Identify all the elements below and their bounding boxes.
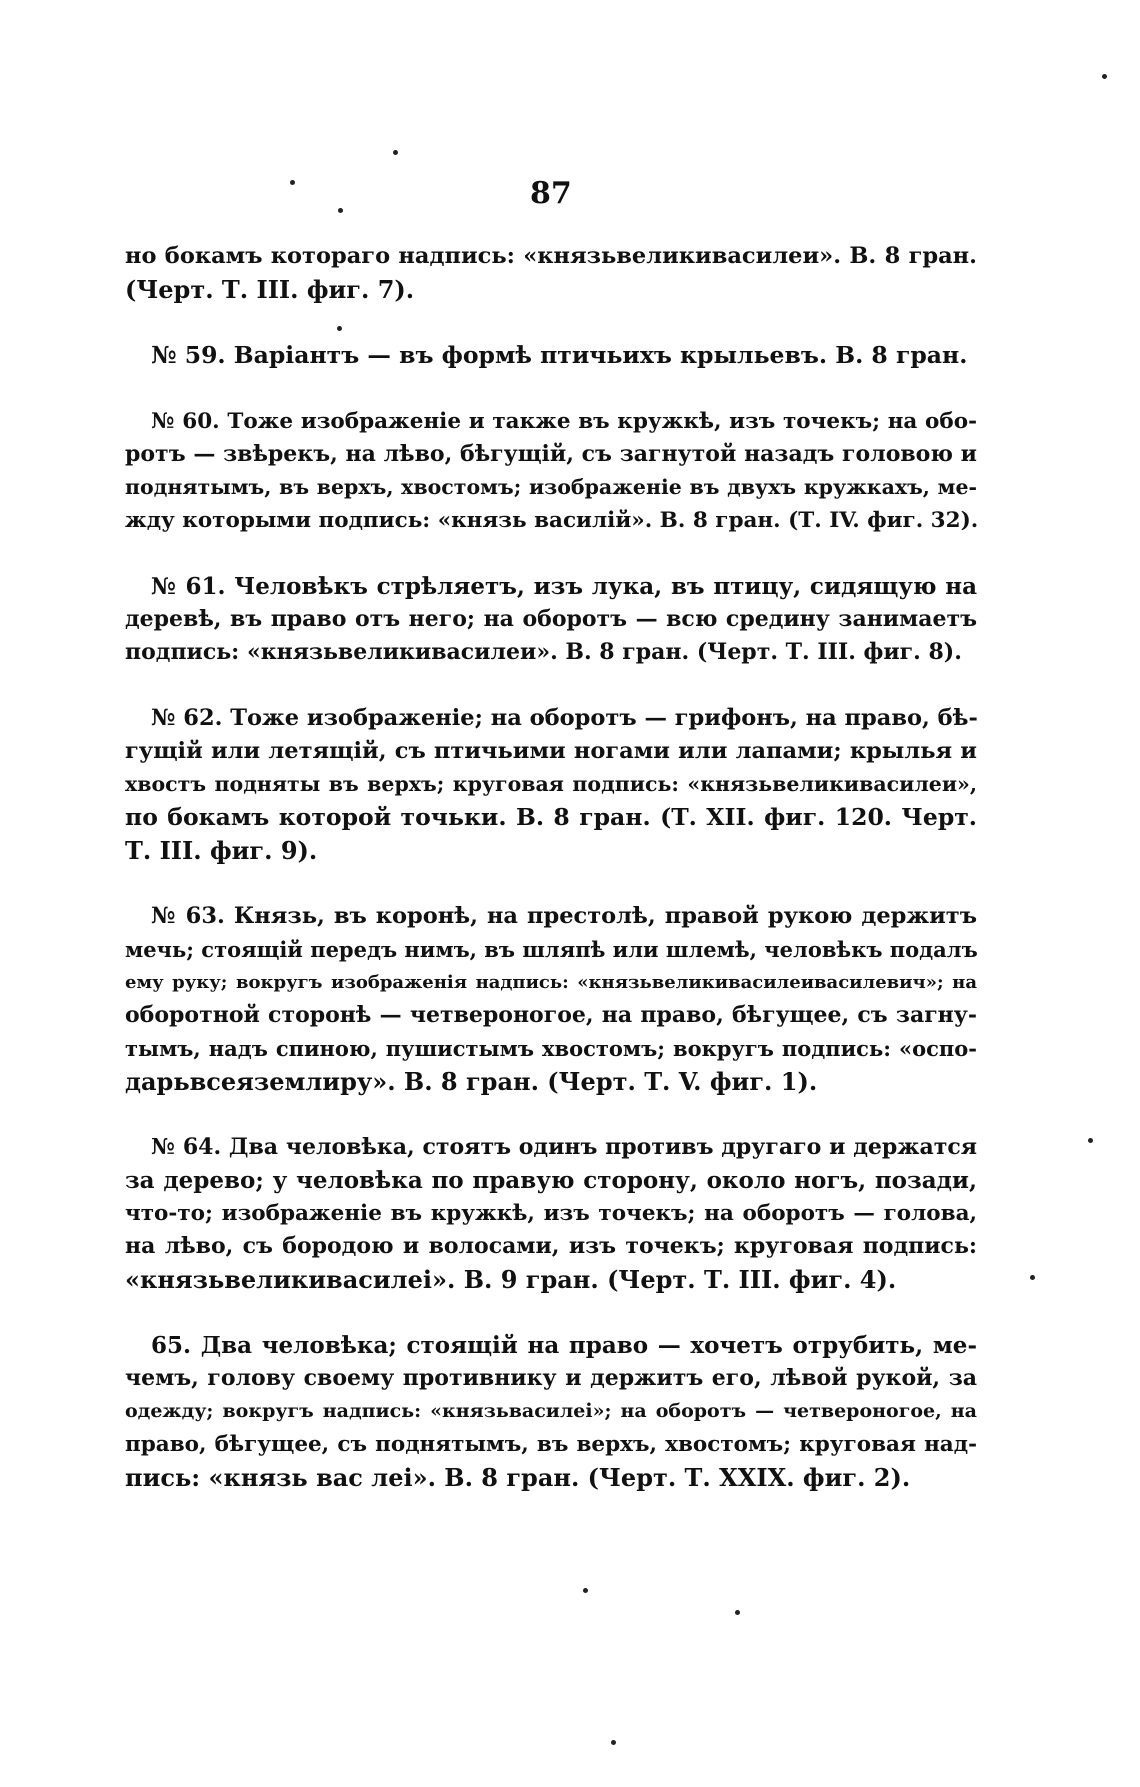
text-line: хвостъ подняты въ верхъ; круговая подпись: «князьвеликивасилеи», [125,772,977,796]
text-line: по бокамъ которой точьки. В. 8 гран. (Т. XII. фиг. 120. Черт. [125,803,977,831]
text-line: № 60. Тоже изображеніе и также въ кружкѣ, изъ точекъ; на обо- [151,409,977,434]
text-line: чемъ, голову своему противнику и держитъ его, лѣвой рукой, за [125,1365,977,1391]
paragraph-entry-63 [125,900,977,1098]
paragraph-entry-61 [125,570,977,669]
text-line: право, бѣгущее, съ поднятымъ, въ верхъ, хвостомъ; круговая над- [125,1432,977,1457]
ink-speck [1030,1275,1035,1280]
text-line: мечь; стоящій передъ нимъ, въ шляпѣ или шлемѣ, человѣкъ подалъ [125,937,978,962]
text-line: оборотной сторонѣ — четвероногое, на право, бѣгущее, съ загну- [125,1002,977,1028]
text-line: поднятымъ, въ верхъ, хвостомъ; изображеніе въ двухъ кружкахъ, ме- [125,475,977,499]
text-line: 65. Два человѣка; стоящій на право — хочетъ отрубить, ме- [151,1332,977,1359]
text-line: тымъ, надъ спиною, пушистымъ хвостомъ; вокругъ подпись: «оспо- [125,1036,977,1061]
paragraph-entry-62 [125,702,977,867]
text-line: дарьвсеяземлиру». В. 8 гран. (Черт. Т. V. фиг. 1). [125,1067,818,1096]
text-line: пись: «князь вас леі». В. 8 гран. (Черт. Т. XXIX. фиг. 2). [125,1463,911,1492]
text-line: № 59. Варіантъ — въ формѣ птичьихъ крыльевъ. В. 8 гран. [151,341,968,369]
paragraph-entry-65 [125,1329,977,1494]
text-line: ему руку; вокругъ изображенія надпись: «князьвеликивасилеивасилевич»; на [125,972,977,993]
text-line: деревѣ, въ право отъ него; на оборотъ — всю средину занимаетъ [125,606,977,632]
ink-speck [583,1588,588,1593]
ink-speck [1102,74,1107,79]
text-line: за дерево; у человѣка по правую сторону, около ногъ, позади, [125,1167,977,1194]
paragraph-entry-60 [125,405,977,537]
page-text [125,240,977,1527]
ink-speck [290,180,295,185]
text-line: на лѣво, съ бородою и волосами, изъ точекъ; круговая подпись: [125,1233,977,1259]
ink-speck [735,1610,740,1615]
text-line: № 61. Человѣкъ стрѣляетъ, изъ лука, въ птицу, сидящую на [151,573,977,600]
text-line: № 62. Тоже изображеніе; на оборотъ — грифонъ, на право, бѣ- [151,705,978,731]
paragraph-entry-64 [125,1131,977,1296]
text-line: Т. III. фиг. 9). [125,836,318,865]
text-line: ротъ — звѣрекъ, на лѣво, бѣгущій, съ загнутой назадъ головою и [125,441,977,467]
paragraph-entry-59 [125,339,977,372]
ink-speck [338,208,343,213]
text-line: подпись: «князьвеликивасилеи». В. 8 гран. (Черт. Т. III. фиг. 8). [125,639,962,665]
text-line: что-то; изображеніе въ кружкѣ, изъ точекъ; на оборотъ — голова, [125,1201,977,1226]
text-line: «князьвеликивасилеі». В. 9 гран. (Черт. Т. III. фиг. 4). [125,1265,897,1294]
paragraph-continuation [125,240,977,306]
text-line: № 64. Два человѣка, стоятъ одинъ противъ другаго и держатся [151,1134,977,1160]
text-line: гущій или летящій, съ птичьими ногами или лапами; крылья и [125,738,977,764]
text-line: № 63. Князь, въ коронѣ, на престолѣ, правой рукою держитъ [151,903,977,929]
text-line: (Черт. Т. III. фиг. 7). [125,275,415,304]
ink-speck [1088,1138,1093,1143]
ink-speck [393,150,398,155]
text-line: но бокамъ котораго надпись: «князьвеликивасилеи». В. 8 гран. [125,243,977,269]
ink-speck [611,1740,616,1745]
page-number: 87 [530,176,572,211]
text-line: одежду; вокругъ надпись: «князьвасилеі»; на оборотъ — четвероногое, на [125,1400,977,1422]
text-line: жду которыми подпись: «князь василій». В. 8 гран. (Т. IV. фиг. 32). [125,508,979,533]
